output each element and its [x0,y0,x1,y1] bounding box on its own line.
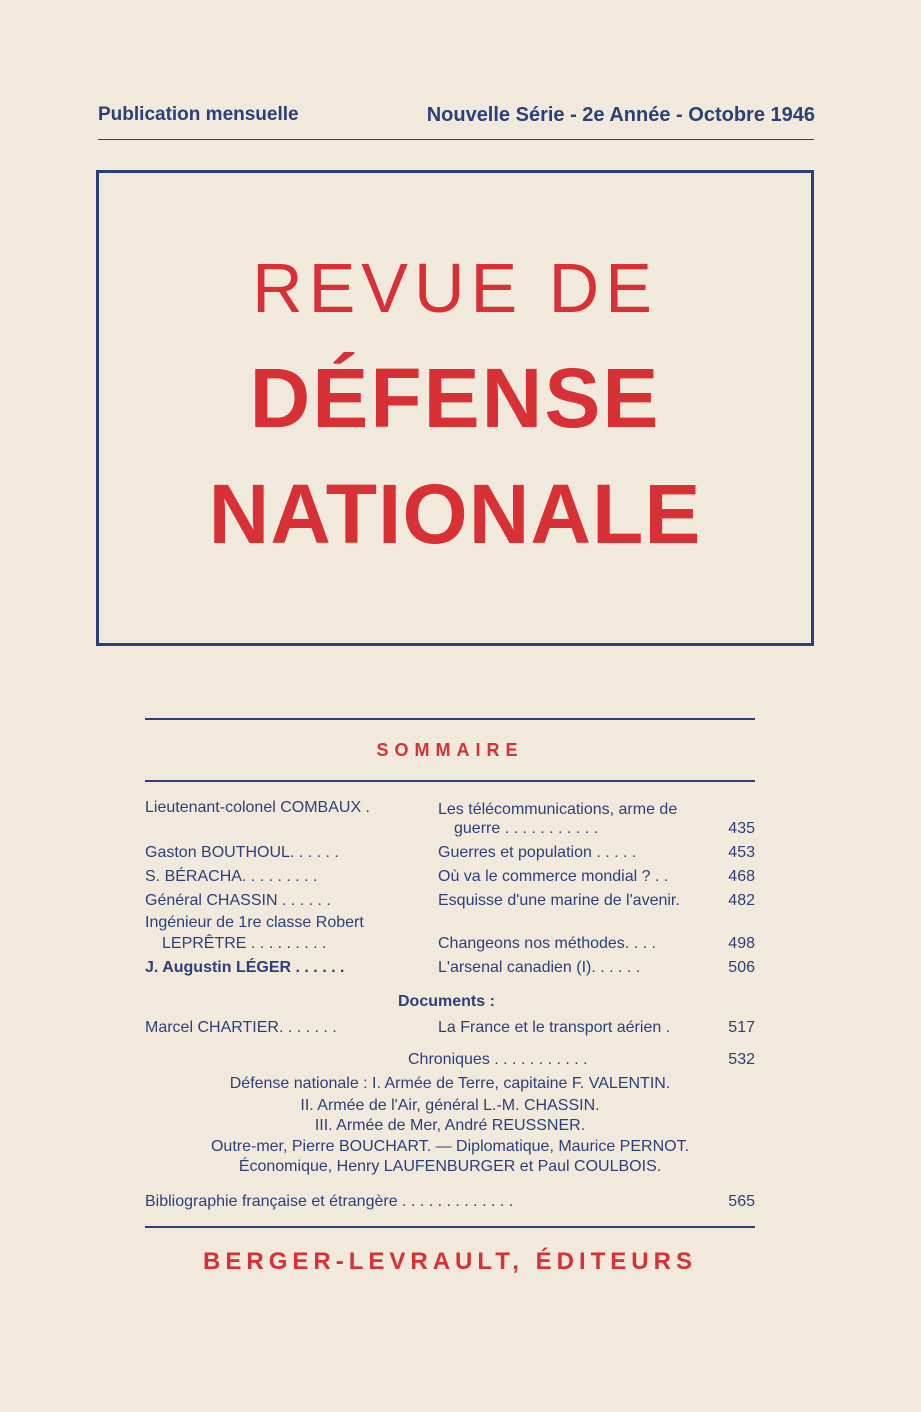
toc-author: Général CHASSIN . . . . . . [145,892,331,909]
issue-info: Nouvelle Série - 2e Année - Octobre 1946 [426,104,815,126]
sommaire-bottom-rule [145,780,755,782]
toc-page: 453 [728,844,755,861]
toc-author: J. Augustin LÉGER . . . . . . [145,959,345,976]
toc-title: Changeons nos méthodes. . . . [438,935,656,952]
title-line-1: REVUE DE [252,249,658,327]
chroniques-line: II. Armée de l'Air, général L.-M. CHASSIN. [300,1097,600,1114]
toc-author: Lieutenant-colonel COMBAUX . [145,799,370,816]
toc-author-cont: LEPRÊTRE . . . . . . . . . [162,935,327,952]
toc-title-cont: guerre . . . . . . . . . . . [454,820,599,837]
footer-rule [145,1226,755,1228]
toc-title: Les télécommunications, arme de [438,801,678,818]
chroniques-page: 532 [728,1051,755,1068]
chroniques-label: Chroniques . . . . . . . . . . . [408,1051,588,1068]
toc-title: Guerres et population . . . . . [438,844,637,861]
toc-title: Où va le commerce mondial ? . . [438,868,669,885]
toc-page: 435 [728,820,755,837]
toc-page: 482 [728,892,755,909]
toc-page: 468 [728,868,755,885]
header-divider [98,139,814,140]
title-line-2: DÉFENSE [249,351,661,445]
chroniques-line: Économique, Henry LAUFENBURGER et Paul COULBOIS. [238,1158,662,1175]
chroniques-line: Défense nationale : I. Armée de Terre, capitaine F. VALENTIN. [229,1075,671,1092]
toc-title: L'arsenal canadien (I). . . . . . [438,959,641,976]
sommaire-top-rule [145,718,755,720]
publisher: BERGER-LEVRAULT, ÉDITEURS [203,1248,697,1275]
sommaire-heading: SOMMAIRE [376,740,524,760]
documents-page: 517 [728,1019,755,1036]
chroniques-line: III. Armée de Mer, André REUSSNER. [314,1117,586,1134]
publication-frequency: Publication mensuelle [98,104,299,125]
toc-page: 498 [728,935,755,952]
toc-page: 506 [728,959,755,976]
toc-author: S. BÉRACHA. . . . . . . . . [145,868,318,885]
documents-author: Marcel CHARTIER. . . . . . . [145,1019,337,1036]
title-line-3: NATIONALE [208,467,702,561]
bibliographie-label: Bibliographie française et étrangère . . . . . . . . . . . . . [145,1193,514,1210]
toc-title: Esquisse d'une marine de l'avenir. [438,892,680,909]
documents-title: La France et le transport aérien . [438,1019,671,1036]
documents-heading: Documents : [398,993,495,1010]
toc-author: Ingénieur de 1re classe Robert [145,914,364,931]
bibliographie-page: 565 [728,1193,755,1210]
toc-author: Gaston BOUTHOUL. . . . . . [145,844,339,861]
chroniques-line: Outre-mer, Pierre BOUCHART. — Diplomatique, Maurice PERNOT. [210,1138,690,1155]
